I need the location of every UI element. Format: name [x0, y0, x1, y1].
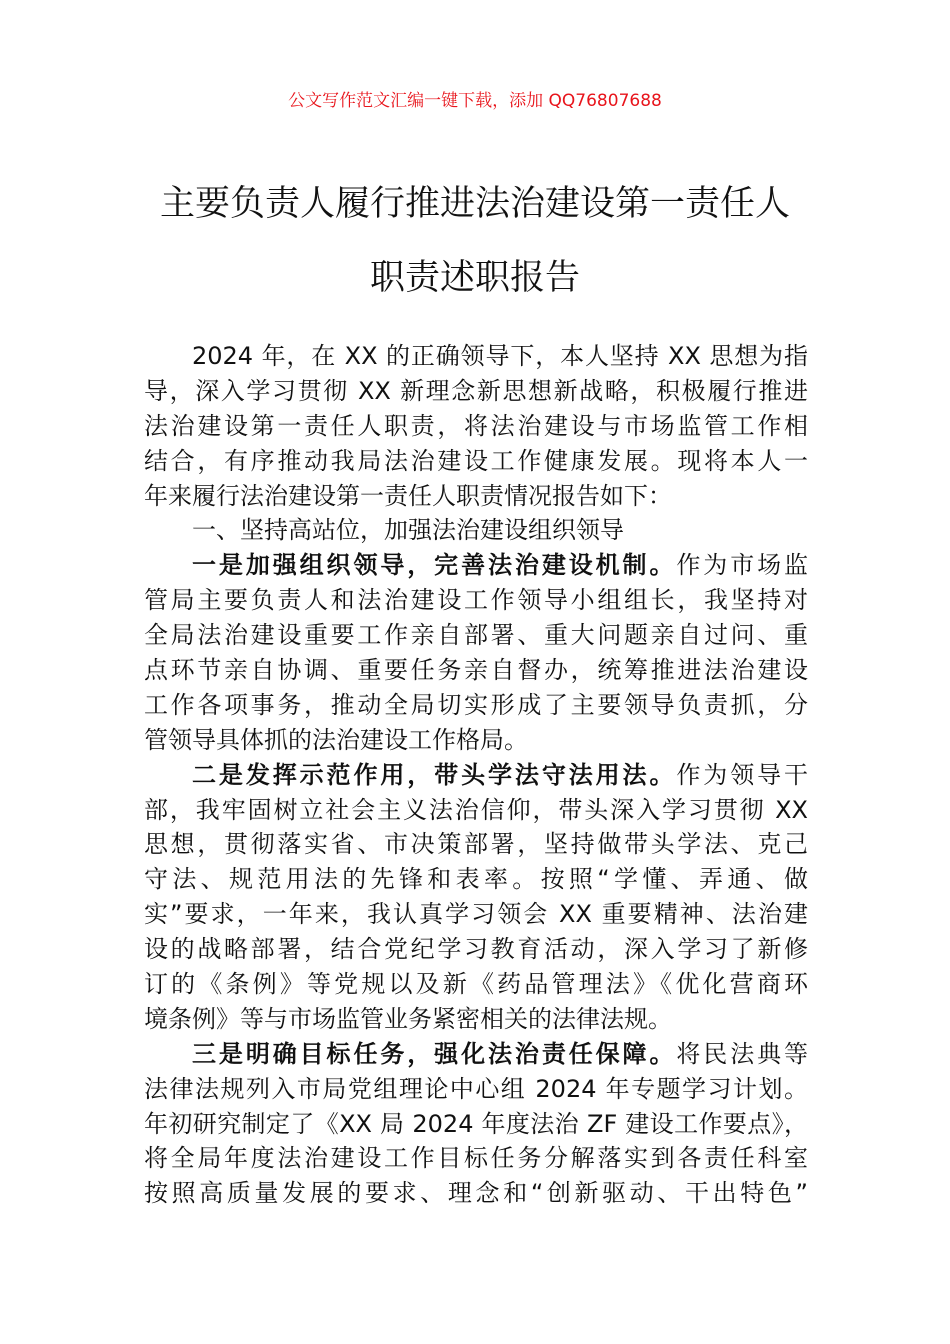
bold-lead-phrase: 一是加强组织领导，完善法治建设机制。: [192, 551, 677, 580]
body-line: [144, 374, 808, 409]
body-text: 境条例》等与市场监管业务紧密相关的法律法规。: [144, 1004, 672, 1033]
body-text: 实”要求，一年来，我认真学习领会 XX 重要精神、法治建: [144, 900, 808, 929]
body-line: [144, 897, 808, 932]
body-text: 管领导具体抓的法治建设工作格局。: [144, 725, 528, 754]
body-line: [144, 409, 808, 444]
body-text: 法律法规列入市局党组理论中心组 2024 年专题学习计划。: [144, 1074, 808, 1103]
body-text: 结合，有序推动我局法治建设工作健康发展。现将本人一: [144, 446, 808, 475]
body-line: [144, 1176, 808, 1211]
body-text: 导，深入学习贯彻 XX 新理念新思想新战略，积极履行推进: [144, 376, 808, 405]
document-title-line-1: 主要负责人履行推进法治建设第一责任人: [159, 184, 790, 224]
body-line: [144, 618, 808, 653]
body-line: [144, 793, 808, 828]
body-line: [144, 513, 808, 548]
body-line: [144, 1072, 808, 1107]
body-line: [144, 583, 808, 618]
body-text: 作为市场监: [676, 551, 809, 580]
body-text: 部，我牢固树立社会主义法治信仰，带头深入学习贯彻 XX: [144, 795, 808, 824]
body-line: [144, 444, 808, 479]
body-text: 全局法治建设重要工作亲自部署、重大问题亲自过问、重: [144, 621, 808, 650]
body-text: 点环节亲自协调、重要任务亲自督办，统筹推进法治建设: [144, 656, 808, 685]
body-text: 思想，贯彻落实省、市决策部署，坚持做带头学法、克己: [144, 830, 808, 859]
body-line: [144, 688, 808, 723]
body-line: [144, 827, 808, 862]
body-line: [144, 1141, 808, 1176]
body-text: 订的《条例》等党规以及新《药品管理法》《优化营商环: [144, 970, 808, 999]
bold-lead-phrase: 三是明确目标任务，强化法治责任保障。: [192, 1039, 677, 1068]
document-body: [144, 339, 808, 1211]
body-text: 一、坚持高站位，加强法治建设组织领导: [192, 516, 624, 545]
body-text: 管局主要负责人和法治建设工作领导小组组长，我坚持对: [144, 586, 808, 615]
body-text: 将全局年度法治建设工作目标任务分解落实到各责任科室: [144, 1144, 808, 1173]
body-text: 2024 年，在 XX 的正确领导下，本人坚持 XX 思想为指: [192, 342, 808, 370]
body-text: 按照高质量发展的要求、理念和“创新驱动、干出特色”: [144, 1179, 808, 1208]
body-text: 年初研究制定了《XX 局 2024 年度法治 ZF 建设工作要点》，: [144, 1109, 808, 1138]
body-text: 作为领导干: [676, 760, 809, 789]
body-text: 守法、规范用法的先锋和表率。按照“学懂、弄通、做: [144, 865, 808, 894]
body-line: [144, 1002, 808, 1037]
body-line: [144, 479, 808, 514]
body-text: 将民法典等: [676, 1039, 809, 1068]
promo-banner: 公文写作范文汇编一键下载，添加 QQ76807688: [288, 91, 662, 111]
body-line: [144, 932, 808, 967]
body-line: [144, 653, 808, 688]
document-title-line-2: 职责述职报告: [369, 258, 580, 298]
bold-lead-phrase: 二是发挥示范作用，带头学法守法用法。: [192, 760, 677, 789]
body-line: [144, 548, 808, 583]
body-line: [144, 758, 808, 793]
body-line: [144, 967, 808, 1002]
body-text: 工作各项事务，推动全局切实形成了主要领导负责抓，分: [144, 690, 808, 719]
body-line: [144, 339, 808, 374]
body-line: [144, 1107, 808, 1142]
body-line: [144, 862, 808, 897]
body-line: [144, 723, 808, 758]
body-text: 年来履行法治建设第一责任人职责情况报告如下：: [144, 481, 672, 510]
body-line: [144, 1037, 808, 1072]
body-text: 设的战略部署，结合党纪学习教育活动，深入学习了新修: [144, 935, 808, 964]
body-text: 法治建设第一责任人职责，将法治建设与市场监管工作相: [144, 411, 808, 440]
